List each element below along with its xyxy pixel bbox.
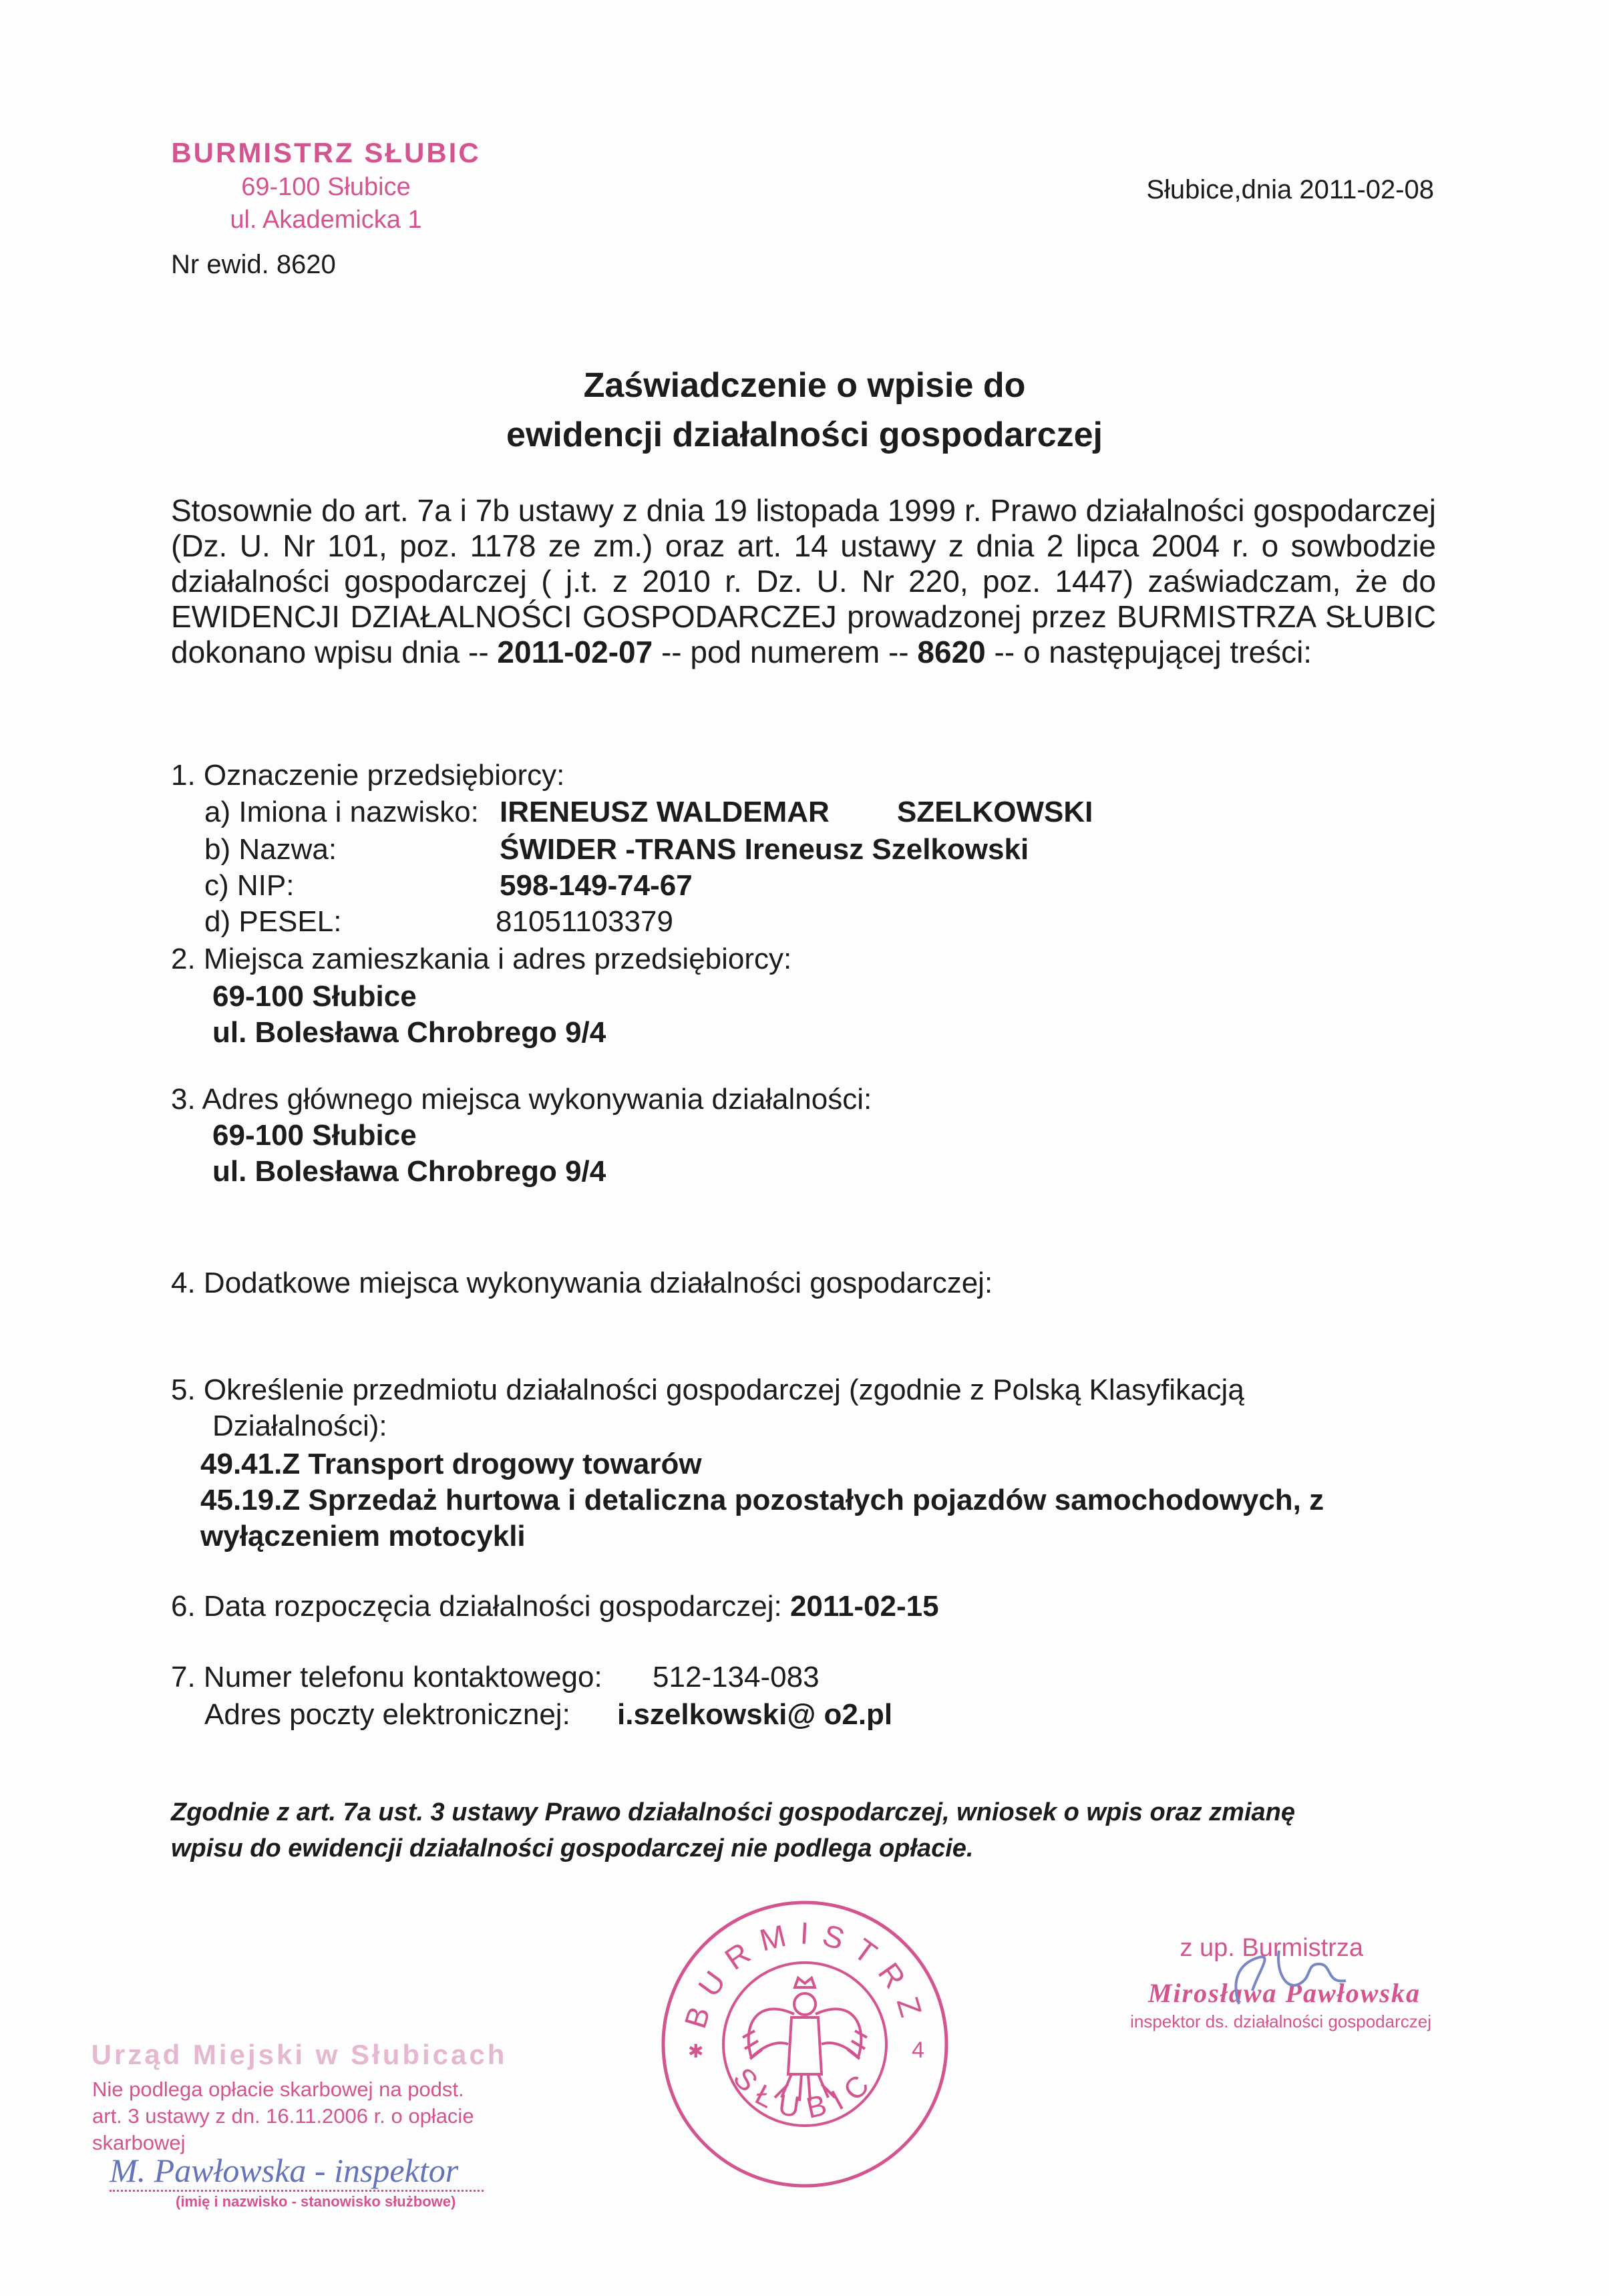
fee-stamp-line-3: art. 3 ustawy z dn. 16.11.2006 r. o opłacie xyxy=(92,2104,474,2128)
item-1a-value: IRENEUSZ WALDEMAR xyxy=(500,796,830,828)
fee-stamp-caption: (imię i nazwisko - stanowisko służbowe) xyxy=(176,2193,456,2210)
crown-icon xyxy=(795,1978,815,1987)
place-date: Słubice,dnia 2011-02-08 xyxy=(1146,175,1434,204)
pkd-code-2: 45.19.Z Sprzedaż hurtowa i detaliczna pozostałych pojazdów samochodowych, z xyxy=(200,1484,1324,1516)
item-3-address-city: 69-100 Słubice xyxy=(212,1119,417,1152)
registration-number: Nr ewid. 8620 xyxy=(171,250,336,279)
entry-date: 2011-02-07 xyxy=(497,635,653,669)
item-3-heading: 3. Adres głównego miejsca wykonywania działalności: xyxy=(171,1083,872,1116)
document-title xyxy=(0,361,1609,460)
intro-text-1: Stosownie do art. 7a i 7b ustawy z dnia 19 listopada 1999 r. Prawo działalności gospodarczej (Dz. U. Nr 101, poz. 1178 ze zm.) oraz art. 14 ustawy z dnia 2 lipca 2004 r. o sowbodzie działalności gospodarczej ( j.t. z 2010 r. Dz. U. Nr 220, poz. 1447) zaświadczam, że do EWIDENCJI DZIAŁALNOŚCI GOSPODARCZEJ prowadzonej przez BURMISTRZA SŁUBIC dokonano wpisu dnia -- xyxy=(171,493,1436,669)
item-5-heading: 5. Określenie przedmiotu działalności gospodarczej (zgodnie z Polską Klasyfikacją xyxy=(171,1373,1244,1406)
entry-number: 8620 xyxy=(917,635,986,669)
handwritten-signature xyxy=(1212,1944,1386,2017)
item-1a-label: a) Imiona i nazwisko: xyxy=(204,796,479,828)
item-6-label: 6. Data rozpoczęcia działalności gospodarczej: xyxy=(171,1590,790,1623)
item-4-heading: 4. Dodatkowe miejsca wykonywania działalności gospodarczej: xyxy=(171,1267,993,1299)
item-1c-label: c) NIP: xyxy=(204,869,295,902)
item-1-heading: 1. Oznaczenie przedsiębiorcy: xyxy=(171,759,565,792)
fee-note-line-2: wpisu do ewidencji działalności gospodarczej nie podlega opłacie. xyxy=(171,1834,974,1862)
item-1a-value-surname: SZELKOWSKI xyxy=(897,796,1093,828)
issuer-stamp-title: BURMISTRZ SŁUBIC xyxy=(171,137,481,168)
item-2-heading: 2. Miejsca zamieszkania i adres przedsiębiorcy: xyxy=(171,943,792,975)
signature-authority: z up. Burmistrza xyxy=(1180,1934,1363,1962)
title-line-1: Zaświadczenie o wpisie do xyxy=(583,366,1026,405)
fee-exemption-stamp xyxy=(65,2039,533,2210)
intro-paragraph xyxy=(171,493,1436,670)
item-1d-value: 81051103379 xyxy=(496,905,673,938)
fee-note xyxy=(171,1794,1295,1866)
item-6 xyxy=(171,1588,939,1625)
intro-text-3: -- o następującej treści: xyxy=(985,635,1312,669)
official-seal xyxy=(658,1897,952,2191)
issuer-stamp-street: ul. Akademicka 1 xyxy=(230,206,422,234)
item-3-address-street: ul. Bolesława Chrobrego 9/4 xyxy=(212,1155,606,1188)
pkd-code-1: 49.41.Z Transport drogowy towarów xyxy=(200,1448,702,1480)
item-1c-value: 598-149-74-67 xyxy=(500,869,693,902)
issuer-stamp-city: 69-100 Słubice xyxy=(241,173,411,201)
item-1b-label: b) Nazwa: xyxy=(204,833,337,866)
signature-role: inspektor ds. działalności gospodarczej xyxy=(1130,2011,1431,2031)
fee-stamp-line-4: skarbowej xyxy=(92,2131,186,2154)
item-2-address-city: 69-100 Słubice xyxy=(212,980,417,1013)
item-7-email-value: i.szelkowski@ o2.pl xyxy=(617,1698,893,1731)
issuer-stamp xyxy=(152,137,500,234)
seal-graphic xyxy=(658,1897,952,2191)
fee-stamp-office: Urząd Miejski w Słubicach xyxy=(91,2039,508,2070)
pkd-code-2-cont: wyłączeniem motocykli xyxy=(200,1520,526,1552)
item-7-phone-label: 7. Numer telefonu kontaktowego: xyxy=(171,1661,602,1693)
item-7-phone-value: 512-134-083 xyxy=(653,1661,820,1693)
seal-top-text: BURMISTRZ xyxy=(677,1915,932,2033)
seal-number: 4 xyxy=(912,2037,924,2063)
seal-star-left: ✱ xyxy=(688,2040,704,2062)
fee-stamp-handwriting: M. Pawłowska - inspektor xyxy=(110,2151,484,2192)
intro-text-2: -- pod numerem -- xyxy=(653,635,918,669)
fee-note-line-1: Zgodnie z art. 7a ust. 3 ustawy Prawo działalności gospodarczej, wniosek o wpis oraz zmianę xyxy=(171,1798,1295,1826)
signature-name: Mirosława Pawłowska xyxy=(1147,1978,1421,2008)
item-5-heading-cont: Działalności): xyxy=(212,1410,387,1442)
item-2-address-street: ul. Bolesława Chrobrego 9/4 xyxy=(212,1016,606,1049)
item-7-email-label: Adres poczty elektronicznej: xyxy=(204,1698,570,1731)
item-1d-label: d) PESEL: xyxy=(204,905,342,938)
seal-bottom-text: SŁUBIC xyxy=(727,2061,883,2126)
fee-stamp-line-2: Nie podlega opłacie skarbowej na podst. xyxy=(92,2078,464,2101)
item-1b-value: ŚWIDER -TRANS Ireneusz Szelkowski xyxy=(500,833,1029,866)
title-line-2: ewidencji działalności gospodarczej xyxy=(506,416,1103,454)
start-date: 2011-02-15 xyxy=(789,1590,939,1623)
